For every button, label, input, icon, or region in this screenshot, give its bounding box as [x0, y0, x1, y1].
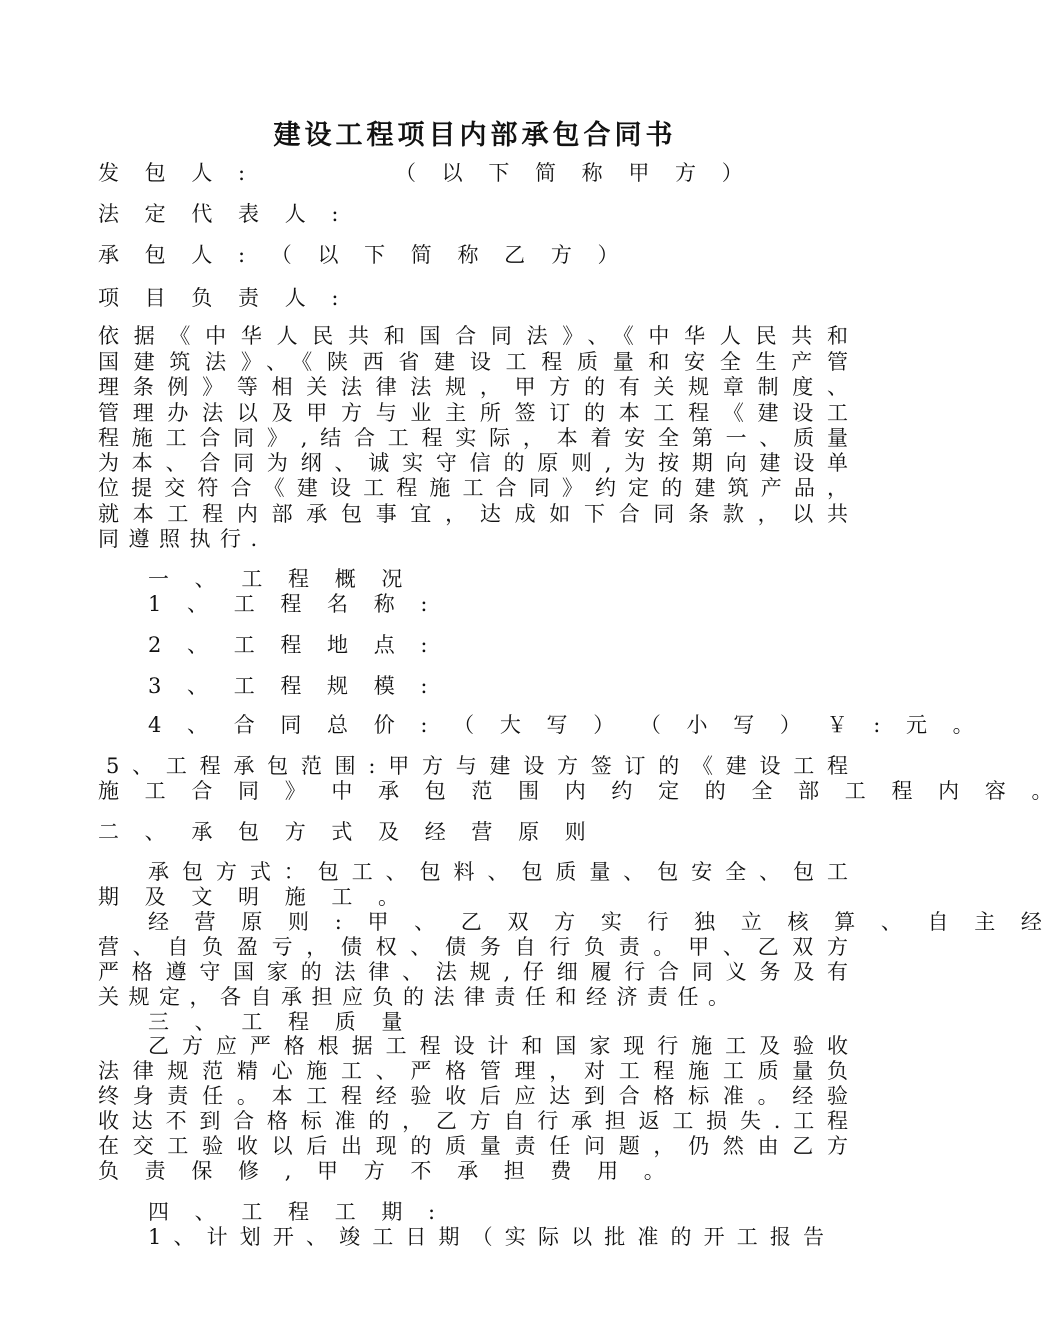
preamble-line: 依据《中华人民共和国合同法》、《中华人民共和 [98, 324, 848, 348]
section-2-heading: 二 、 承 包 方 式 及 经 营 原 则 [98, 820, 596, 844]
document-title: 建设工程项目内部承包合同书 [273, 120, 677, 151]
section-2-principle-line: 严格遵守国家的法律、法规,仔细履行合同义务及有 [98, 960, 848, 984]
section-3-line: 法律规范精心施工、严格管理，对工程施工质量负 [98, 1059, 848, 1083]
preamble-line: 同遵照执行. [98, 527, 267, 551]
party-a-note: （ 以 下 简 称 甲 方 ） [394, 161, 753, 185]
section-3-line: 在交工验收以后出现的质量责任问题，仍然由乙方 [98, 1134, 848, 1158]
section-2-principle-line: 营、自负盈亏，债权、债务自行负责。甲、乙双方 [98, 935, 848, 959]
preamble-line: 理条例》等相关法律法规，甲方的有关规章制度、 [98, 375, 848, 399]
section-4-heading: 四 、 工 程 工 期 : [148, 1200, 445, 1224]
section-1-item: 1 、 工 程 名 称 : [148, 592, 437, 616]
section-3-line: 乙方应严格根据工程设计和国家现行施工及验收 [148, 1034, 848, 1058]
section-3-heading: 三 、 工 程 质 量 [148, 1010, 412, 1034]
section-1-item-5: 施 工 合 同 》 中 承 包 范 围 内 约 定 的 全 部 工 程 内 容 。 [98, 779, 1062, 803]
legal-rep-line: 法 定 代 表 人 : [98, 202, 348, 226]
preamble-line: 为本、合同为纲、诚实守信的原则,为按期向建设单 [98, 451, 848, 475]
section-1-heading: 一 、 工 程 概 况 [148, 567, 412, 591]
section-3-line: 终身责任。本工程经验收后应达到合格标准。经验 [98, 1084, 848, 1108]
party-b-line: 承 包 人 : （ 以 下 简 称 乙 方 ） [98, 243, 629, 267]
preamble-line: 位提交符合《建设工程施工合同》约定的建筑产品， [98, 476, 848, 500]
project-lead-line: 项 目 负 责 人 : [98, 286, 348, 310]
section-1-item: 3 、 工 程 规 模 : [148, 674, 437, 698]
section-1-item: 4 、 合 同 总 价 : （ 大 写 ） （ 小 写 ） ￥ : 元 。 [148, 713, 984, 737]
section-2-mode-line: 期 及 文 明 施 工 。 [98, 885, 409, 909]
section-3-line: 负 责 保 修 , 甲 方 不 承 担 费 用 。 [98, 1159, 675, 1183]
preamble-line: 就本工程内部承包事宜，达成如下合同条款，以共 [98, 502, 848, 526]
party-a-label: 发 包 人 : [98, 161, 255, 185]
preamble-line: 管理办法以及甲方与业主所签订的本工程《建设工 [98, 401, 848, 425]
section-2-mode-line: 承包方式：包工、包料、包质量、包安全、包工 [148, 860, 848, 884]
section-2-principle-line: 经 营 原 则 : 甲 、 乙 双 方 实 行 独 立 核 算 、 自 主 经 [148, 910, 1052, 934]
section-3-line: 收达不到合格标准的，乙方自行承担返工损失.工程 [98, 1109, 848, 1133]
party-a-line [98, 160, 848, 186]
section-1-item-5: 5、工程承包范围:甲方与建设方签订的《建设工程 [106, 754, 848, 778]
section-4-line: 1、计划开、竣工日期（实际以批准的开工报告 [148, 1225, 824, 1249]
section-2-principle-line: 关规定，各自承担应负的法律责任和经济责任。 [98, 985, 739, 1009]
section-1-item: 2 、 工 程 地 点 : [148, 633, 437, 657]
preamble-line: 程施工合同》,结合工程实际，本着安全第一、质量 [98, 426, 848, 450]
preamble-line: 国建筑法》、《陕西省建设工程质量和安全生产管 [98, 350, 848, 374]
